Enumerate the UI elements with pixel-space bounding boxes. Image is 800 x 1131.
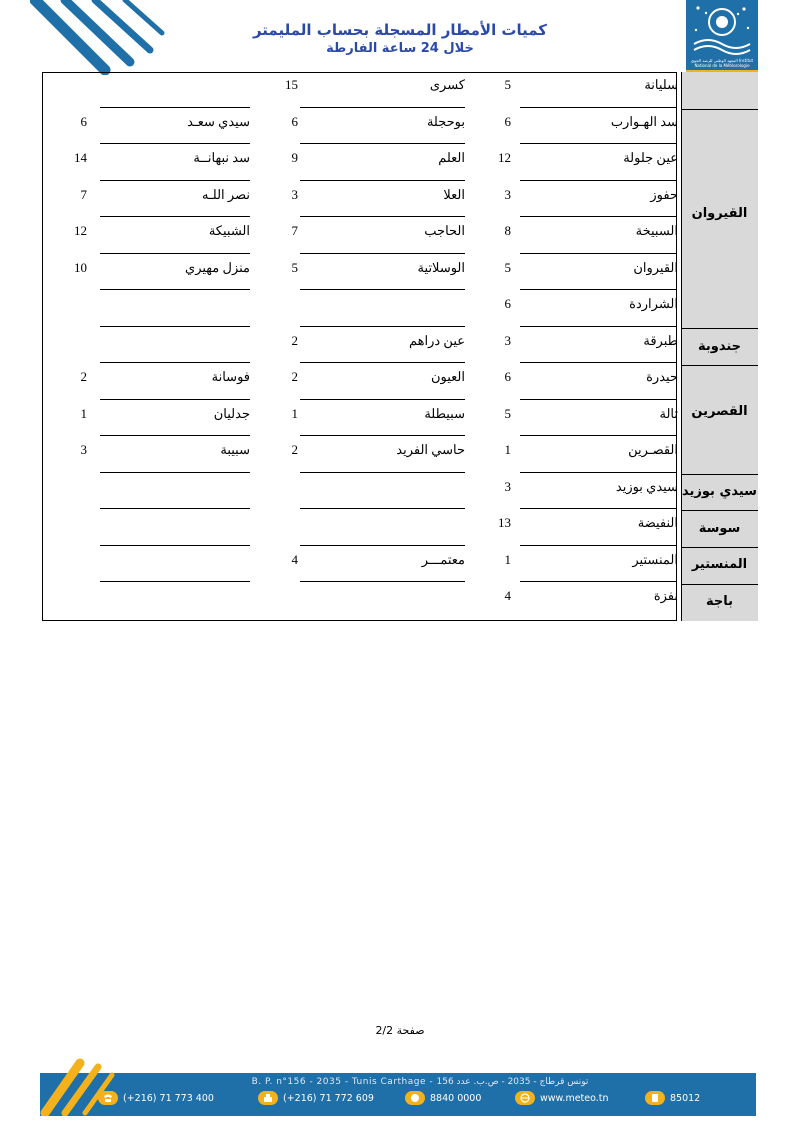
rainfall-value: 2 (291, 442, 298, 457)
page-number: صفحة 2/2 (375, 1024, 425, 1037)
row-underline (520, 216, 676, 217)
footer-green-number[interactable] (405, 1089, 481, 1107)
rainfall-value: 12 (498, 150, 511, 165)
rainfall-value: 2 (291, 369, 298, 384)
station-name: معتمـــر (421, 551, 465, 567)
page-title: كميات الأمطار المسجلة بحساب المليمتر (252, 21, 548, 39)
station-name: الحاجب (424, 223, 465, 238)
rainfall-value: 7 (80, 186, 87, 202)
station-name: حاسي الفريد (396, 442, 465, 457)
row-underline (520, 253, 676, 254)
row-underline (300, 472, 465, 473)
station-name: سد الهـوارب (610, 113, 678, 129)
row-underline (300, 508, 465, 509)
rainfall-value: 5 (504, 259, 511, 275)
row-underline (520, 399, 676, 400)
station-name: طبرقة (643, 332, 678, 348)
station-name: القصـرين (628, 442, 678, 457)
rainfall-value: 12 (74, 223, 87, 238)
row-underline (520, 326, 676, 327)
rainfall-value: 3 (504, 186, 511, 202)
sms-icon (645, 1091, 665, 1105)
rainfall-value: 14 (74, 150, 87, 165)
station-name: منزل مهيري (185, 259, 250, 275)
row-underline (300, 326, 465, 327)
station-name: الشراردة (629, 296, 678, 311)
rainfall-value: 3 (80, 442, 87, 457)
row-underline (520, 581, 676, 582)
governorate-label: جندوبة (697, 339, 742, 354)
row-underline (300, 143, 465, 144)
row-underline (100, 399, 250, 400)
rainfall-value: 1 (504, 442, 511, 457)
rainfall-value: 4 (504, 588, 511, 603)
station-name: سبيطلة (424, 405, 465, 421)
row-underline (100, 107, 250, 108)
row-underline (100, 326, 250, 327)
row-underline (100, 435, 250, 436)
footer-sms[interactable] (645, 1089, 700, 1107)
row-underline (300, 581, 465, 582)
phone-icon (98, 1091, 118, 1105)
page-subtitle: خلال 24 ساعة الفارطة (326, 41, 474, 56)
governorate-label: القيروان (691, 206, 748, 221)
governorate-label: سيدي بوزيد (682, 484, 757, 499)
gov-separator (681, 584, 758, 585)
station-name: حيدرة (646, 369, 678, 384)
footer-website-text: www.meteo.tn (540, 1092, 609, 1104)
row-underline (100, 253, 250, 254)
station-name: سبيبة (220, 442, 250, 457)
station-name: سليانة (644, 77, 678, 92)
rainfall-value: 3 (291, 186, 298, 202)
station-name: النفيضة (637, 515, 678, 530)
station-name: بوحجلة (426, 113, 465, 129)
row-underline (520, 508, 676, 509)
station-name: سيدي سعـد (187, 113, 250, 129)
rainfall-value: 6 (504, 113, 511, 129)
footer-green-number-text: 8840 0000 (430, 1092, 482, 1104)
footer-phone[interactable] (98, 1089, 214, 1107)
station-name: نصر اللـه (202, 186, 250, 202)
row-underline (520, 362, 676, 363)
row-underline (520, 435, 676, 436)
row-underline (300, 289, 465, 290)
station-name: الشبيكة (208, 223, 250, 238)
fax-icon (258, 1091, 278, 1105)
station-name: سيدي بوزيد (615, 478, 678, 494)
footer-sms-text: 85012 (670, 1092, 701, 1104)
governorate-label: سوسة (698, 521, 741, 536)
rainfall-value: 6 (504, 369, 511, 384)
governorate-label: باجة (705, 594, 733, 609)
row-underline (300, 362, 465, 363)
station-name: كسرى (429, 77, 465, 92)
corner-stripes-decoration (30, 0, 180, 75)
row-underline (100, 216, 250, 217)
rainfall-value: 6 (291, 113, 298, 129)
rainfall-value: 1 (504, 551, 511, 567)
gov-separator (681, 474, 758, 475)
row-underline (100, 472, 250, 473)
row-underline (100, 508, 250, 509)
row-underline (520, 180, 676, 181)
row-underline (100, 362, 250, 363)
rainfall-value: 3 (504, 478, 511, 494)
green-number-icon (405, 1091, 425, 1105)
station-name: العيون (430, 369, 465, 384)
station-name: عين دراهم (408, 332, 465, 348)
rainfall-value: 10 (74, 259, 87, 275)
row-underline (520, 472, 676, 473)
row-underline (100, 581, 250, 582)
gov-separator (681, 510, 758, 511)
station-name: جدليان (213, 405, 250, 421)
rainfall-value: 3 (504, 332, 511, 348)
footer-fax-text: (+216) 71 772 609 (283, 1092, 374, 1104)
web-icon (515, 1091, 535, 1105)
rainfall-value: 5 (504, 405, 511, 421)
station-name: العلم (438, 150, 465, 165)
rainfall-value: 15 (285, 77, 298, 92)
governorate-label: القصرين (691, 404, 748, 419)
rainfall-value: 9 (291, 150, 298, 165)
footer-fax[interactable] (258, 1089, 374, 1107)
gov-separator (681, 547, 758, 548)
row-underline (100, 143, 250, 144)
footer-website[interactable] (515, 1089, 609, 1107)
row-underline (300, 545, 465, 546)
station-name: نفزة (653, 588, 678, 603)
rainfall-value: 1 (80, 405, 87, 421)
rainfall-value: 7 (291, 223, 298, 238)
row-underline (100, 545, 250, 546)
row-underline (300, 435, 465, 436)
station-name: فوسانة (211, 369, 250, 384)
station-name: المنستير (632, 551, 678, 567)
station-name: الوسلاتية (417, 259, 465, 275)
station-name: عين جلولة (623, 150, 678, 165)
row-underline (520, 545, 676, 546)
footer-phone-text: (+216) 71 773 400 (123, 1092, 214, 1104)
gov-separator (681, 365, 758, 366)
rainfall-value: 1 (291, 405, 298, 421)
row-underline (300, 253, 465, 254)
row-underline (300, 107, 465, 108)
row-underline (520, 107, 676, 108)
row-underline (300, 399, 465, 400)
governorate-label: المنستير (691, 557, 748, 572)
gov-separator (681, 328, 758, 329)
rainfall-value: 5 (291, 259, 298, 275)
row-underline (100, 289, 250, 290)
rainfall-value: 13 (498, 515, 511, 530)
footer-address: B. P. n°156 - 2035 - Tunis Carthage - تونس قرطاج - 2035 - ص.ب. عدد 156 (251, 1077, 589, 1087)
rainfall-value: 6 (504, 296, 511, 311)
station-name: العلا (443, 186, 465, 202)
rainfall-value: 4 (291, 551, 298, 567)
row-underline (100, 180, 250, 181)
logo-caption: المعهد الوطني للرصد الجوي Institut National de la Météorologie (690, 58, 754, 68)
row-underline (520, 289, 676, 290)
rainfall-value: 2 (291, 332, 298, 348)
row-underline (300, 180, 465, 181)
station-name: سد نبهانــة (193, 150, 250, 165)
row-underline (300, 216, 465, 217)
row-underline (520, 143, 676, 144)
institute-logo (686, 0, 758, 74)
rainfall-value: 5 (504, 77, 511, 92)
station-name: السبيخة (635, 223, 678, 238)
rainfall-value: 8 (504, 223, 511, 238)
station-name: تالة (659, 405, 678, 421)
logo-emblem-icon (686, 0, 758, 58)
station-name: حفوز (650, 186, 678, 202)
rainfall-value: 6 (80, 113, 87, 129)
rainfall-value: 2 (80, 369, 87, 384)
gov-separator (681, 109, 758, 110)
station-name: القيروان (633, 259, 678, 275)
